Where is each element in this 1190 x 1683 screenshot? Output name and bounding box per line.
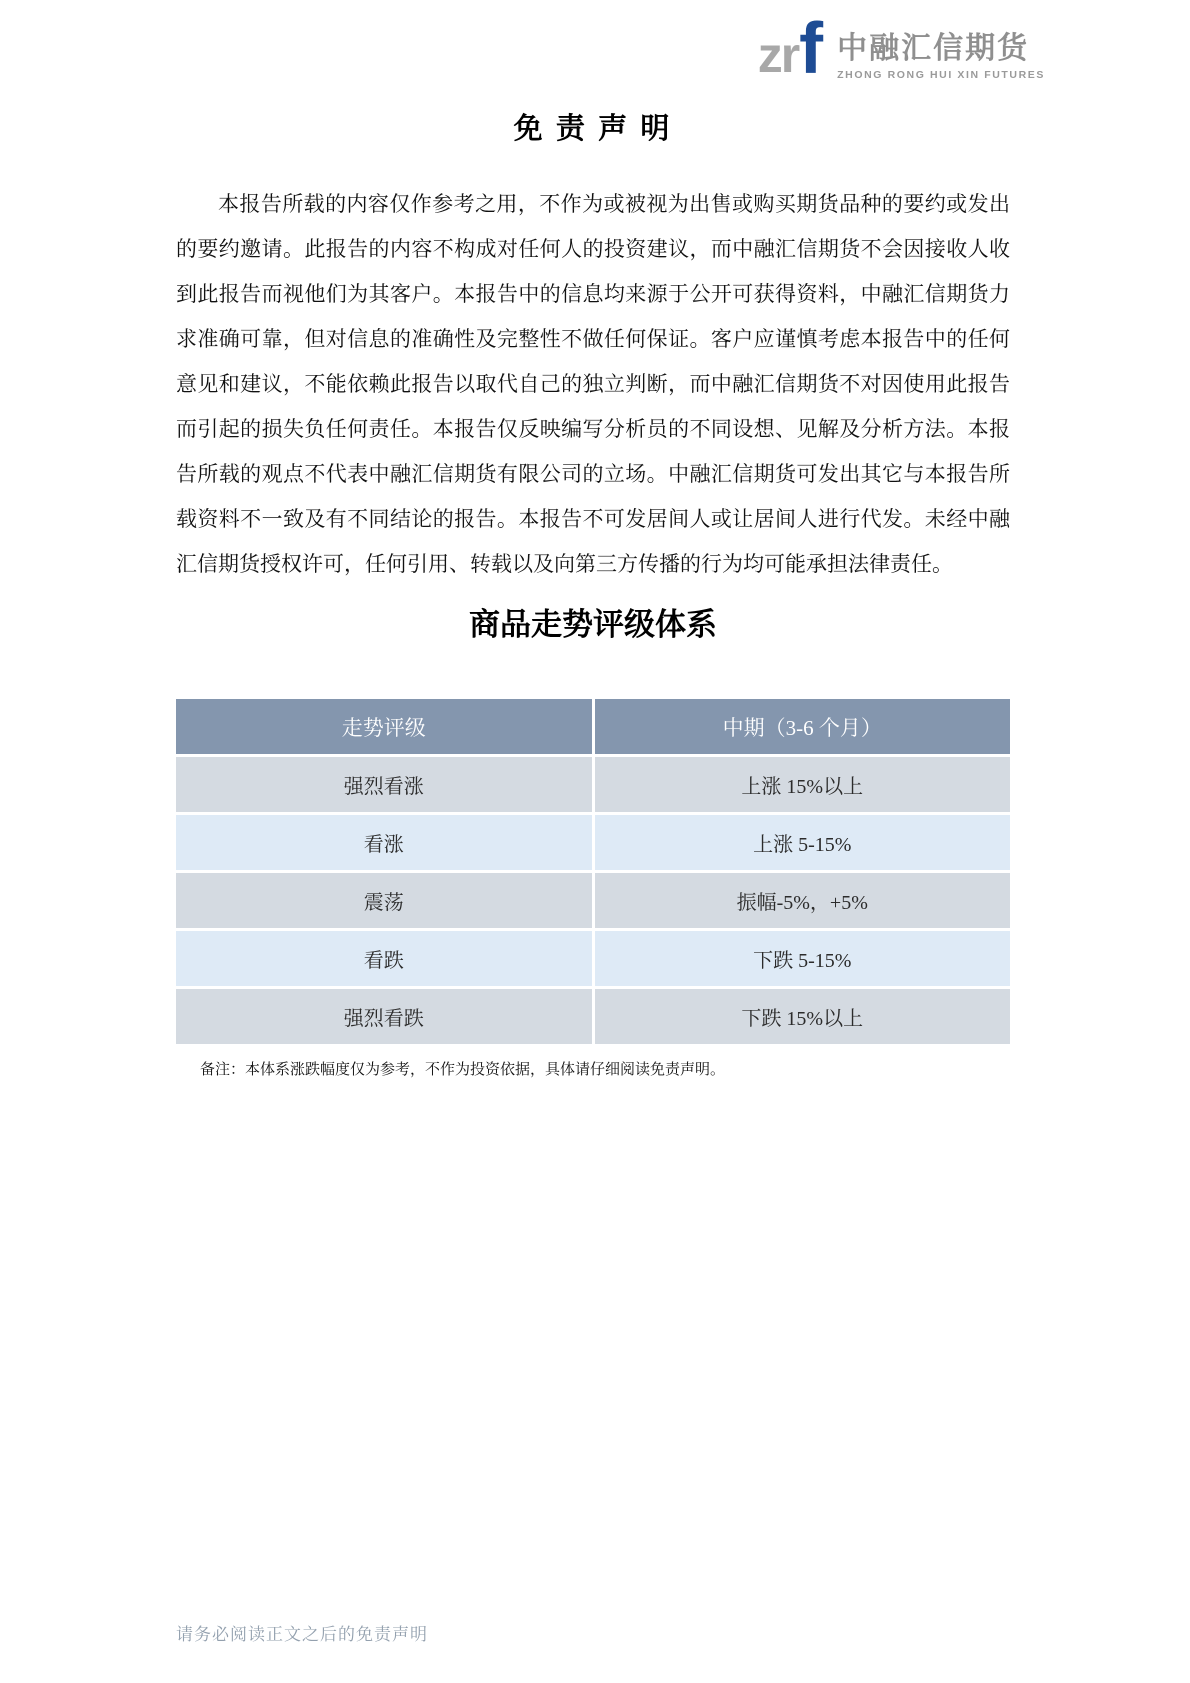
page-title: 免 责 声 明 xyxy=(513,113,673,145)
header-cell-midterm: 中期（3-6 个月） xyxy=(595,699,1011,754)
range-cell: 上涨 15%以上 xyxy=(595,757,1011,812)
rating-cell: 看涨 xyxy=(176,815,592,870)
table-header-row xyxy=(176,699,1010,754)
company-names xyxy=(837,24,1045,81)
header-logo-row xyxy=(0,0,1190,88)
table-row xyxy=(176,815,1010,870)
disclaimer-paragraph: 本报告所载的内容仅作参考之用，不作为或被视为出售或购买期货品种的要约或发出的要约邀请。此报告的内容不构成对任何人的投资建议，而中融汇信期货不会因接收人收到此报告而视他们为其客户。本报告中的信息均来源于公开可获得资料，中融汇信期货力求准确可靠，但对信息的准确性及完整性不做任何保证。客户应谨慎考虑本报告中的任何意见和建议，不能依赖此报告以取代自己的独立判断，而中融汇信期货不对因使用此报告而引起的损失负任何责任。本报告仅反映编写分析员的不同设想、见解及分析方法。本报告所载的观点不代表中融汇信期货有限公司的立场。中融汇信期货可发出其它与本报告所载资料不一致及有不同结论的报告。本报告不可发居间人或让居间人进行代发。未经中融汇信期货授权许可，任何引用、转载以及向第三方传播的行为均可能承担法律责任。 xyxy=(176,192,1010,576)
footer-disclaimer-reminder: 请务必阅读正文之后的免责声明 xyxy=(176,1625,428,1644)
company-logo xyxy=(757,9,1045,89)
rating-table xyxy=(176,699,1010,1044)
range-cell: 振幅-5%，+5% xyxy=(595,873,1011,928)
table-row xyxy=(176,873,1010,928)
table-row xyxy=(176,989,1010,1044)
rating-cell: 强烈看涨 xyxy=(176,757,592,812)
table-row xyxy=(176,757,1010,812)
company-name-cn: 中融汇信期货 xyxy=(837,32,1030,65)
logo-zr-text: zr xyxy=(757,26,799,83)
table-row xyxy=(176,931,1010,986)
page-content xyxy=(0,106,1190,1079)
range-cell: 下跌 5-15% xyxy=(595,931,1011,986)
zrf-logo-icon xyxy=(757,9,824,89)
company-name-en: ZHONG RONG HUI XIN FUTURES xyxy=(837,69,1045,81)
header-cell-rating: 走势评级 xyxy=(176,699,592,754)
section-title: 商品走势评级体系 xyxy=(469,607,717,642)
rating-cell: 强烈看跌 xyxy=(176,989,592,1044)
range-cell: 下跌 15%以上 xyxy=(595,989,1011,1044)
range-cell: 上涨 5-15% xyxy=(595,815,1011,870)
logo-f-text: f xyxy=(799,9,824,89)
rating-cell: 看跌 xyxy=(176,931,592,986)
table-note: 备注：本体系涨跌幅度仅为参考，不作为投资依据，具体请仔细阅读免责声明。 xyxy=(200,1062,726,1078)
rating-cell: 震荡 xyxy=(176,873,592,928)
